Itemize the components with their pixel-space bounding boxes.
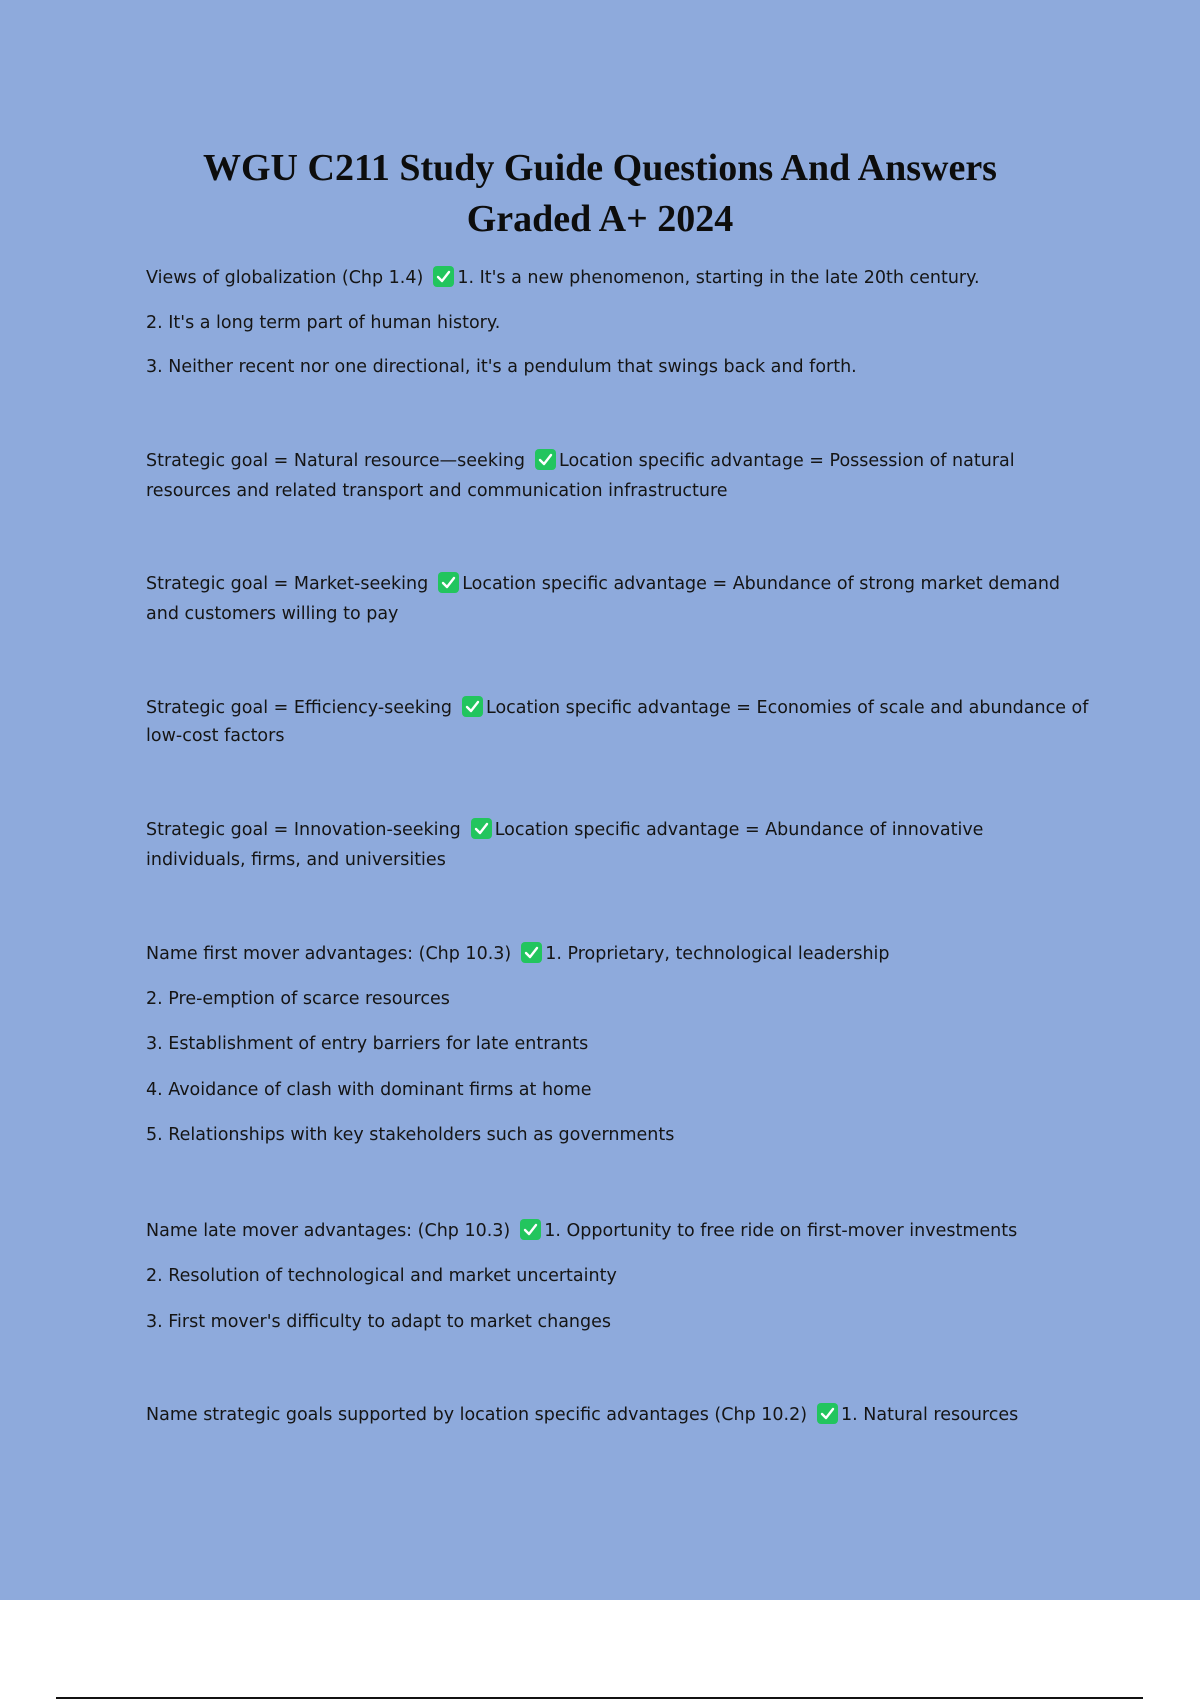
answer-line: 3. Neither recent nor one directional, it's a pendulum that swings back and forth. xyxy=(146,357,857,377)
qa-first-line xyxy=(146,263,1096,293)
answer-text: Location specific advantage = Abundance of innovative xyxy=(494,820,984,840)
answer-text: Location specific advantage = Possession of natural xyxy=(559,451,1015,471)
qa-entry xyxy=(146,569,1096,629)
answer-line: 3. First mover's difficulty to adapt to market changes xyxy=(146,1312,611,1332)
answer-text: 1. Opportunity to free ride on first-mover investments xyxy=(544,1221,1018,1241)
checkmark-icon xyxy=(535,449,556,470)
question-text: Strategic goal = Innovation-seeking xyxy=(146,820,461,840)
qa-entry xyxy=(146,446,1096,506)
answer-text: 1. It's a new phenomenon, starting in the late 20th century. xyxy=(457,268,980,288)
checkmark-icon xyxy=(462,696,483,717)
answer-wrap-line: and customers willing to pay xyxy=(146,604,399,624)
question-text: Strategic goal = Market-seeking xyxy=(146,574,429,594)
answer-text: 1. Natural resources xyxy=(841,1405,1019,1425)
answer-line: 2. It's a long term part of human history. xyxy=(146,313,501,333)
checkmark-icon xyxy=(471,818,492,839)
answer-wrap-line: individuals, firms, and universities xyxy=(146,850,446,870)
qa-entry xyxy=(146,1400,1096,1430)
answer-line: 2. Pre-emption of scarce resources xyxy=(146,989,450,1009)
footer-divider xyxy=(56,1697,1143,1699)
answer-text: 1. Proprietary, technological leadership xyxy=(545,944,890,964)
answer-line: 4. Avoidance of clash with dominant firms at home xyxy=(146,1080,592,1100)
question-text: Strategic goal = Natural resource—seeking xyxy=(146,451,526,471)
answer-line: 5. Relationships with key stakeholders such as governments xyxy=(146,1125,675,1145)
question-text: Views of globalization (Chp 1.4) xyxy=(146,268,424,288)
checkmark-icon xyxy=(521,942,542,963)
title-line-1: WGU C211 Study Guide Questions And Answers xyxy=(203,147,997,189)
qa-first-line xyxy=(146,1216,1096,1246)
qa-entry xyxy=(146,815,1096,875)
document-title xyxy=(100,143,1100,245)
qa-first-line xyxy=(146,694,1096,722)
answer-wrap-line: resources and related transport and communication infrastructure xyxy=(146,481,728,501)
answer-line: 3. Establishment of entry barriers for late entrants xyxy=(146,1034,589,1054)
checkmark-icon xyxy=(520,1219,541,1240)
qa-first-line xyxy=(146,939,1096,969)
checkmark-icon xyxy=(438,572,459,593)
title-line-2: Graded A+ 2024 xyxy=(466,198,734,240)
checkmark-icon xyxy=(817,1403,838,1424)
qa-entry xyxy=(146,694,1096,750)
qa-first-line xyxy=(146,1400,1096,1430)
answer-line: 2. Resolution of technological and market uncertainty xyxy=(146,1266,617,1286)
qa-entry xyxy=(146,263,1096,382)
qa-first-line xyxy=(146,569,1096,599)
answer-wrap-line: low-cost factors xyxy=(146,726,285,746)
question-text: Name first mover advantages: (Chp 10.3) xyxy=(146,944,512,964)
answer-text: Location specific advantage = Abundance of strong market demand xyxy=(462,574,1061,594)
checkmark-icon xyxy=(433,266,454,287)
qa-entry xyxy=(146,1216,1096,1337)
question-text: Strategic goal = Efficiency-seeking xyxy=(146,698,453,718)
qa-first-line xyxy=(146,446,1096,476)
question-text: Name late mover advantages: (Chp 10.3) xyxy=(146,1221,511,1241)
qa-entry xyxy=(146,939,1096,1150)
question-text: Name strategic goals supported by location specific advantages (Chp 10.2) xyxy=(146,1405,808,1425)
qa-first-line xyxy=(146,815,1096,845)
answer-text: Location specific advantage = Economies of scale and abundance of xyxy=(486,698,1089,718)
